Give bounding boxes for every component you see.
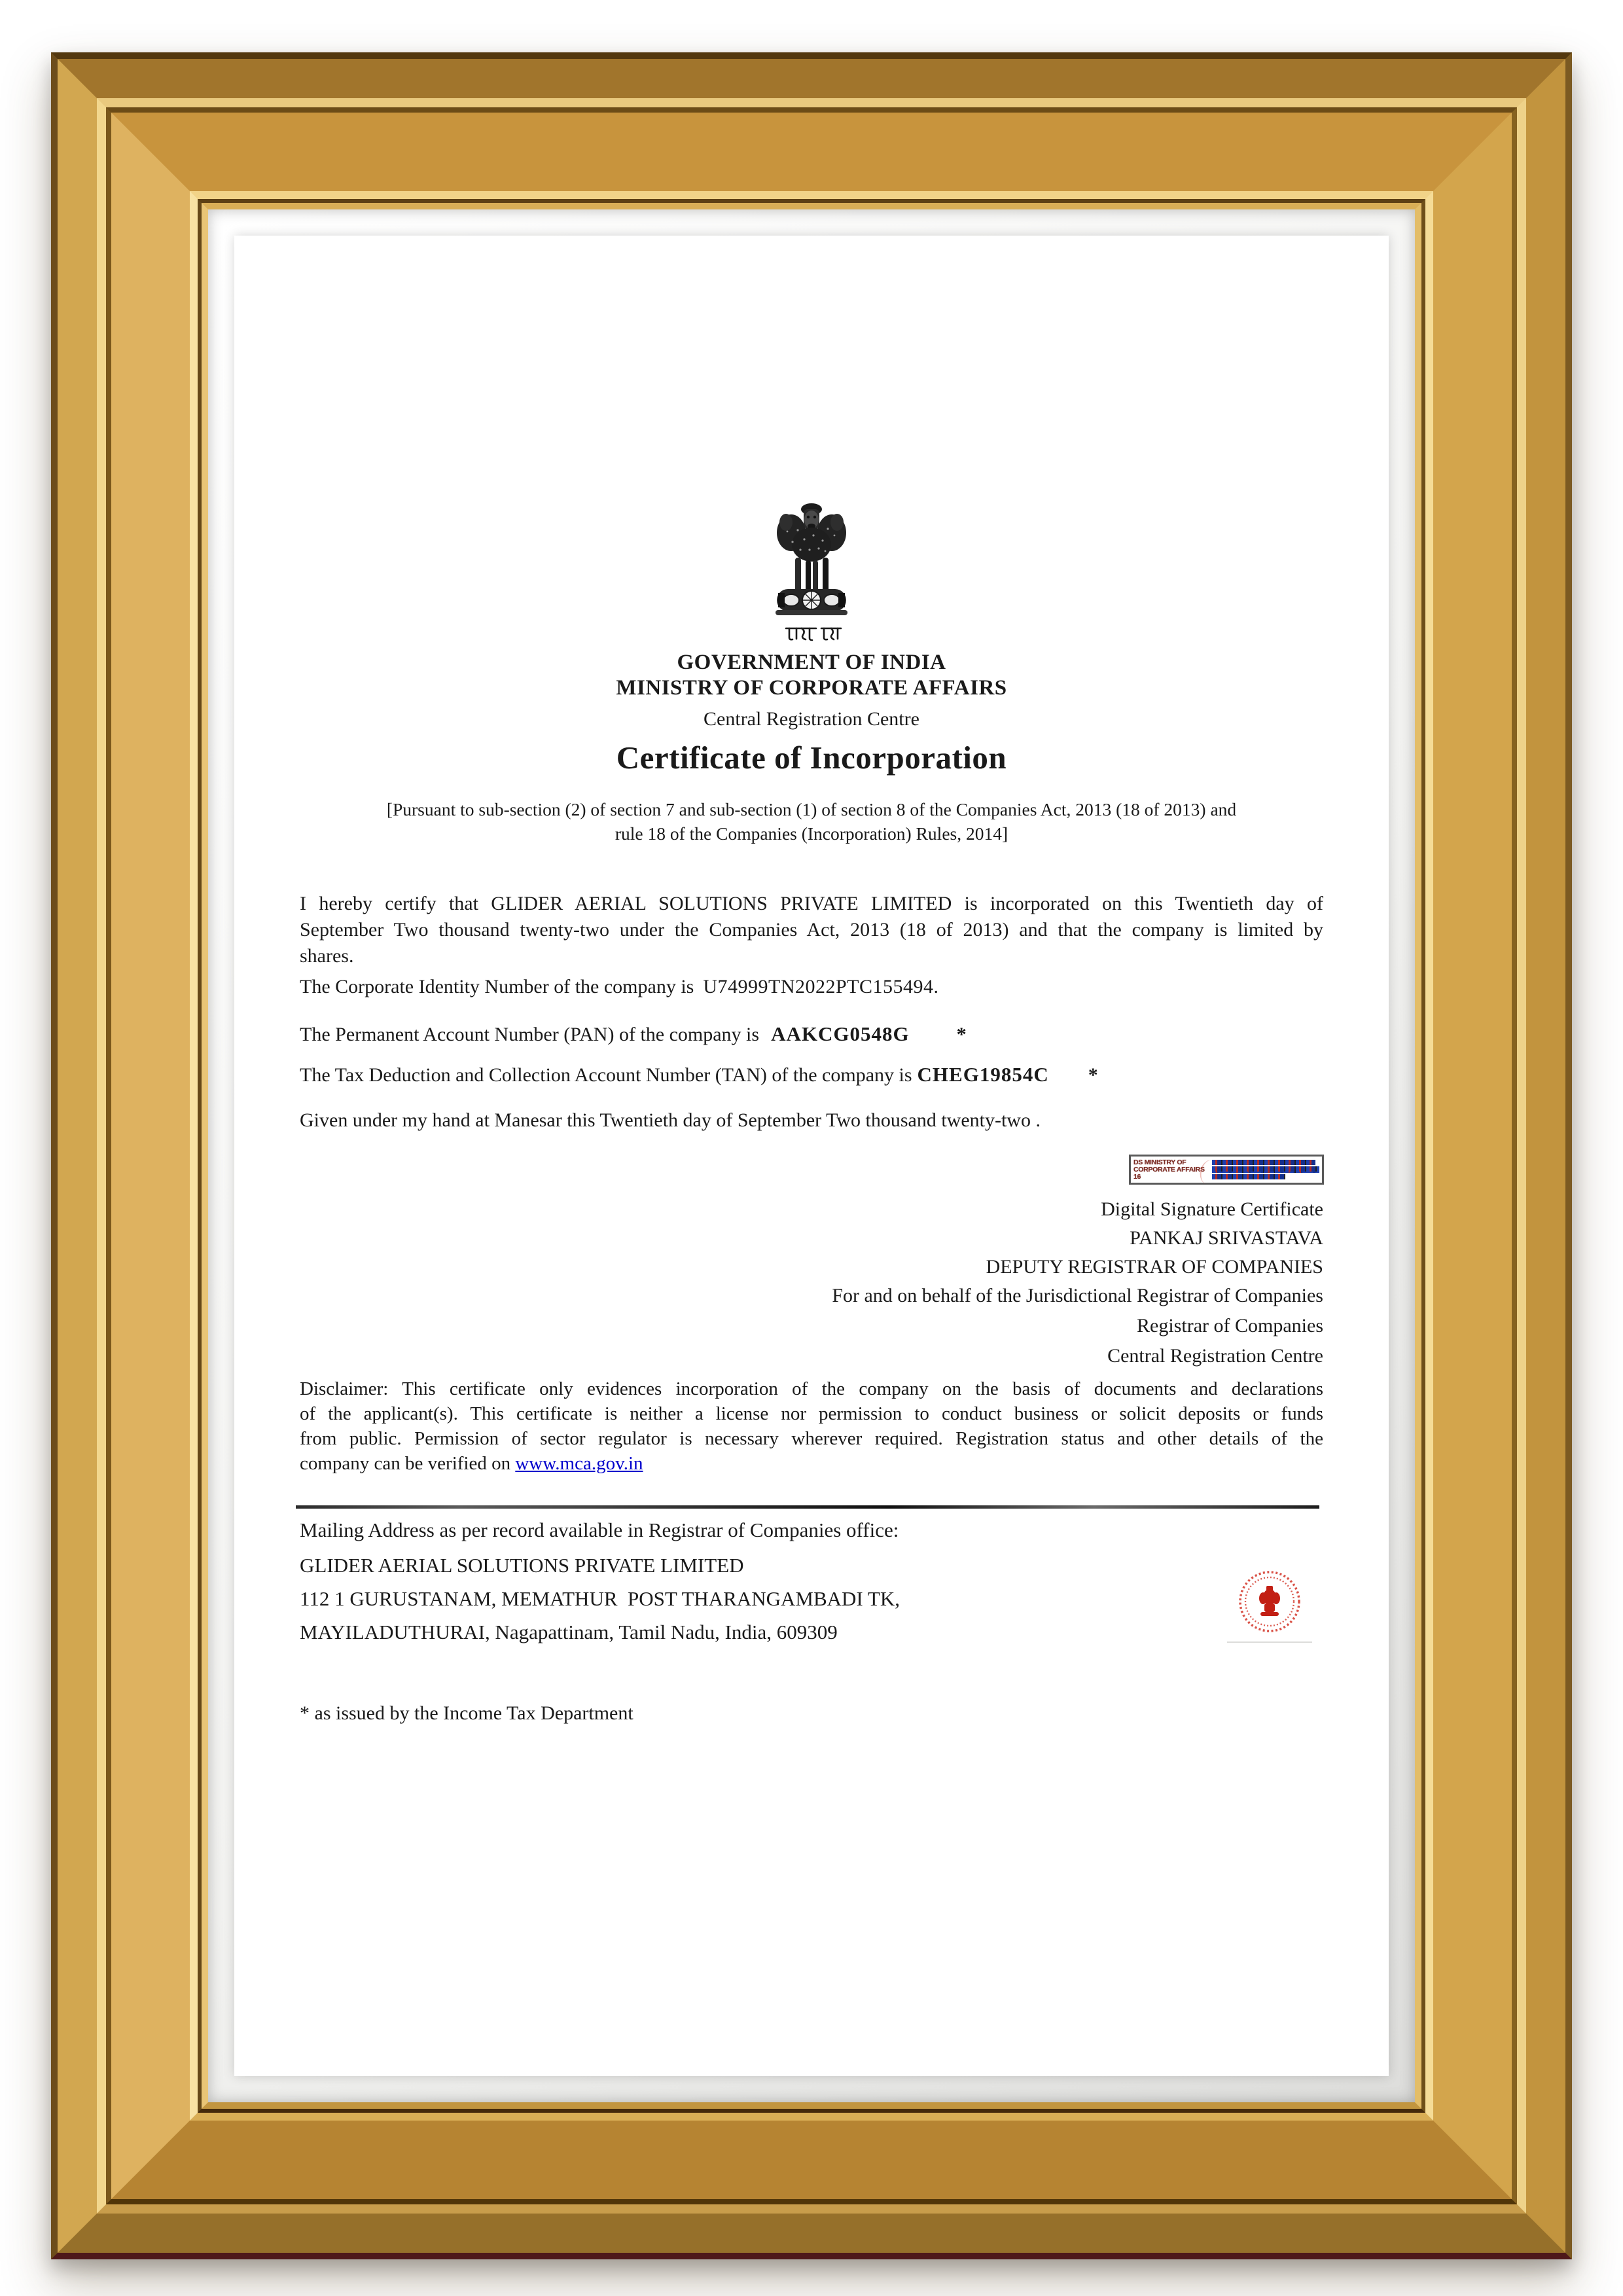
india-state-emblem-icon — [768, 490, 855, 645]
pursuant-line-1: [Pursuant to sub-section (2) of section 7 and sub-section (1) of section 8 of the Companies Act, 2013 (18 of 2013) and — [386, 799, 1237, 819]
disclaimer-line-1: Disclaimer: This certificate only evidences incorporation of the company on the basis of documents and declarations — [300, 1378, 1323, 1399]
mca-website-link[interactable]: www.mca.gov.in — [515, 1453, 643, 1474]
certificate-title: Certificate of Incorporation — [616, 740, 1007, 776]
dsc-stamp-issuer-line-2: CORPORATE AFFAIRS 16 — [1133, 1165, 1205, 1181]
certify-line-1: I hereby certify that GLIDER AERIAL SOLUTIONS PRIVATE LIMITED is incorporated on this Twentieth day of — [300, 893, 1323, 914]
certificate-paper — [234, 236, 1389, 2076]
dsc-stamp-issuer-line-1: DS MINISTRY OF — [1133, 1158, 1186, 1166]
pursuant-line-2: rule 18 of the Companies (Incorporation) Rules, 2014] — [615, 823, 1008, 844]
certify-line-2: September Two thousand twenty-two under the Companies Act, 2013 (18 of 2013) and that the company is limited by — [300, 919, 1323, 941]
government-of-india-heading: GOVERNMENT OF INDIA — [677, 651, 946, 674]
ministry-heading: MINISTRY OF CORPORATE AFFAIRS — [616, 676, 1007, 700]
pan-value: AAKCG0548G — [771, 1022, 910, 1045]
signature-line-dsc: Digital Signature Certificate — [1101, 1198, 1323, 1220]
tan-label: The Tax Deduction and Collection Account Number (TAN) of the company is — [300, 1064, 912, 1086]
cin-label: The Corporate Identity Number of the company is — [300, 976, 694, 997]
pan-line — [300, 1021, 1323, 1048]
mailing-address-heading: Mailing Address as per record available in Registrar of Companies office: — [300, 1518, 899, 1541]
dsc-stamp-signature-pixels — [1212, 1160, 1319, 1179]
signature-designation: DEPUTY REGISTRAR OF COMPANIES — [986, 1256, 1323, 1278]
pan-footnote-mark: * — [956, 1024, 967, 1045]
dsc-stamp — [1129, 1155, 1324, 1185]
signature-name: PANKAJ SRIVASTAVA — [1130, 1227, 1323, 1249]
frame-mat — [208, 209, 1415, 2102]
mailing-address-city-line: MAYILADUTHURAI, Nagapattinam, Tamil Nadu, India, 609309 — [300, 1621, 838, 1643]
horizontal-rule — [296, 1505, 1319, 1509]
tan-footnote-mark: * — [1088, 1064, 1098, 1086]
central-registration-centre-heading: Central Registration Centre — [704, 708, 919, 730]
cin-value: U74999TN2022PTC155494. — [703, 976, 939, 997]
signature-on-behalf: For and on behalf of the Jurisdictional Registrar of Companies — [832, 1285, 1323, 1306]
signature-registrar: Registrar of Companies — [1137, 1315, 1323, 1336]
given-under-hand-line: Given under my hand at Manesar this Twentieth day of September Two thousand twenty-two . — [300, 1109, 1041, 1131]
red-round-seal-icon — [1237, 1569, 1302, 1634]
disclaimer-line-3: from public. Permission of sector regulator is necessary wherever required. Registration status and other details of the — [300, 1428, 1323, 1449]
mailing-company-name: GLIDER AERIAL SOLUTIONS PRIVATE LIMITED — [300, 1554, 744, 1577]
disclaimer-line-4 — [300, 1451, 1323, 1476]
certify-line-3: shares. — [300, 945, 354, 967]
mailing-address-line: 112 1 GURUSTANAM, MEMATHUR POST THARANGAMBADI TK, — [300, 1587, 900, 1610]
disclaimer-line-4-text: company can be verified on — [300, 1453, 516, 1474]
signature-centre: Central Registration Centre — [1107, 1345, 1323, 1367]
tan-value: CHEG19854C — [917, 1063, 1049, 1086]
income-tax-footnote: * as issued by the Income Tax Department — [300, 1702, 633, 1724]
cin-line — [300, 974, 1323, 1000]
tan-line — [300, 1062, 1323, 1088]
seal-underline — [1227, 1641, 1312, 1643]
picture-frame — [51, 52, 1572, 2259]
pan-label: The Permanent Account Number (PAN) of the company is — [300, 1024, 760, 1045]
disclaimer-line-2: of the applicant(s). This certificate is neither a license nor permission to conduct business or solicit deposits or funds — [300, 1403, 1323, 1424]
